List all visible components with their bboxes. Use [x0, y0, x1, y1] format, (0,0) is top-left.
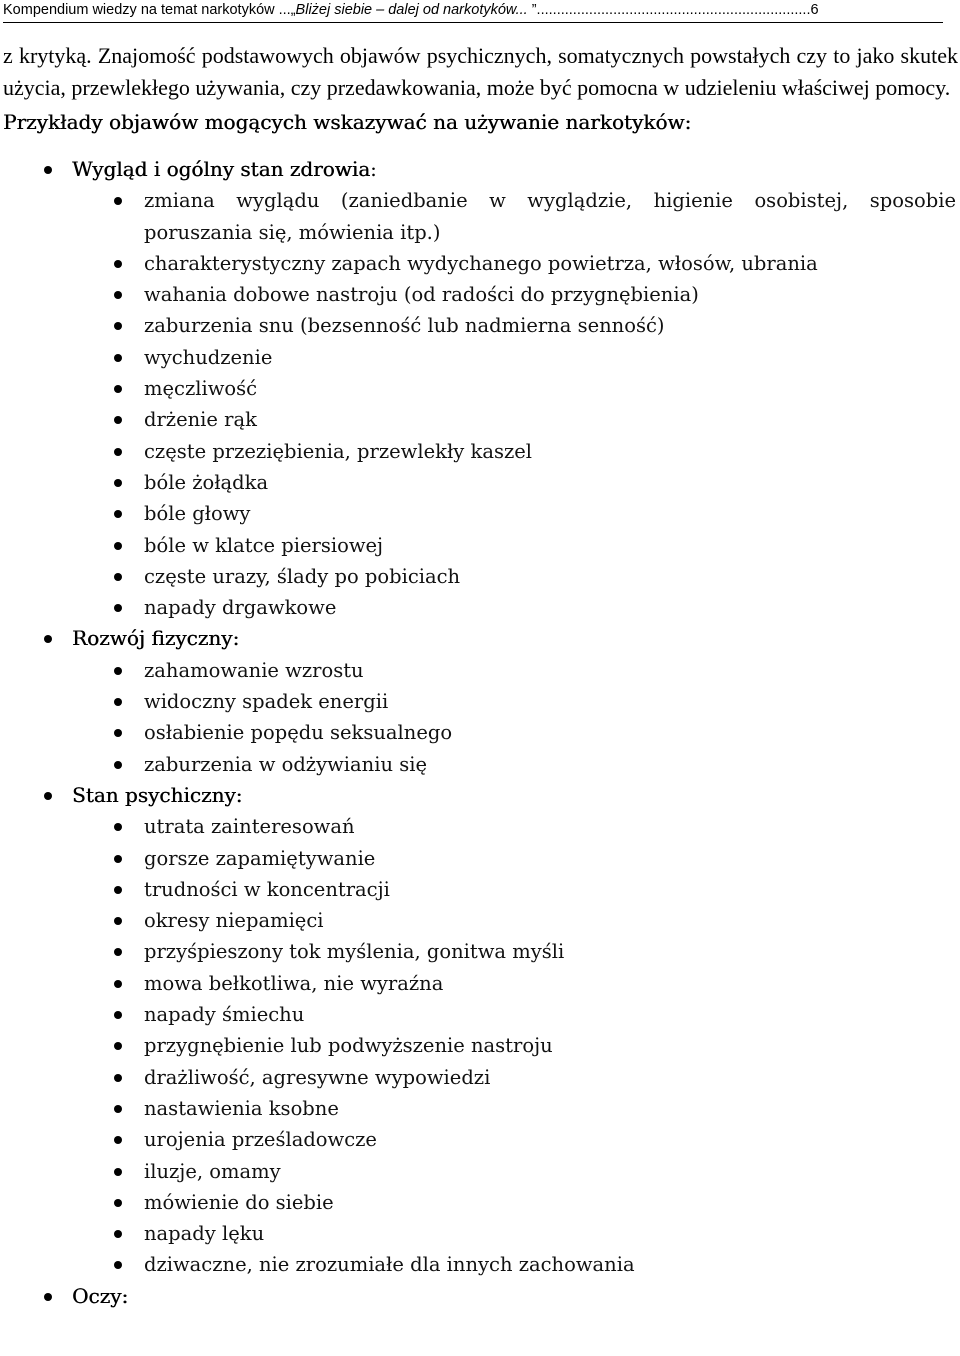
list-item-text: trudności w koncentracji [144, 877, 390, 901]
list-item [72, 811, 958, 842]
list-item [72, 404, 958, 435]
list-item-text: bóle w klatce piersiowej [144, 533, 384, 557]
list-item [72, 1062, 958, 1093]
list-item [72, 248, 958, 279]
bullet-icon [114, 886, 122, 894]
list-item-text: gorsze zapamiętywanie [144, 846, 376, 870]
list-item [72, 1156, 958, 1187]
category-title-text: Wygląd i ogólny stan zdrowia [72, 157, 371, 181]
bullet-icon [114, 354, 122, 362]
bullet-icon [114, 291, 122, 299]
list-item-text: męczliwość [144, 377, 258, 401]
bullet-icon [114, 1230, 122, 1238]
page-number: 6 [810, 2, 819, 18]
bullet-icon [114, 855, 122, 863]
list-item-text: dziwaczne, nie zrozumiałe dla innych zachowania [144, 1253, 635, 1277]
category-eyes [0, 1281, 958, 1312]
list-item-text: utrata zainteresowań [144, 815, 355, 839]
category-mental-state [0, 780, 958, 1281]
category-title-suffix: : [370, 157, 377, 181]
bullet-icon [114, 948, 122, 956]
list-item-text: napady śmiechu [144, 1003, 305, 1027]
category-title: Oczy: [72, 1283, 129, 1308]
bullet-icon [44, 166, 52, 174]
bullet-icon [44, 792, 52, 800]
list-item-text: iluzje, omamy [144, 1159, 281, 1183]
symptom-list [72, 811, 958, 1280]
list-item [72, 874, 958, 905]
bullet-icon [44, 635, 52, 643]
bullet-icon [114, 917, 122, 925]
bullet-icon [114, 542, 122, 550]
bullet-icon [114, 1168, 122, 1176]
page-header [3, 0, 943, 23]
bullet-icon [114, 604, 122, 612]
header-leader: ”.................................................................... [527, 2, 811, 18]
bullet-icon [114, 322, 122, 330]
bullet-icon [114, 1074, 122, 1082]
list-item-text: urojenia prześladowcze [144, 1128, 377, 1152]
symptom-categories [0, 154, 958, 1312]
bullet-icon [114, 698, 122, 706]
list-item [72, 1030, 958, 1061]
symptom-list [72, 655, 958, 780]
bullet-icon [114, 823, 122, 831]
bullet-icon [114, 479, 122, 487]
bullet-icon [114, 1136, 122, 1144]
list-item [72, 749, 958, 780]
list-item [72, 342, 958, 373]
bullet-icon [114, 1011, 122, 1019]
bullet-icon [114, 667, 122, 675]
list-item-text: zaburzenia w odżywianiu się [144, 752, 427, 776]
list-item-text: przygnębienie lub podwyższenie nastroju [144, 1034, 553, 1058]
section-heading: Przykłady objawów mogących wskazywać na używanie narkotyków: [3, 110, 692, 134]
list-item-text: napady lęku [144, 1222, 265, 1246]
list-item-text: napady drgawkowe [144, 596, 337, 620]
bullet-icon [114, 416, 122, 424]
list-item-text: mowa bełkotliwa, nie wyraźna [144, 971, 444, 995]
category-appearance [0, 154, 958, 623]
list-item-text: zahamowanie wzrostu [144, 658, 364, 682]
list-item-text: częste urazy, ślady po pobiciach [144, 564, 461, 588]
list-item-text: okresy niepamięci [144, 909, 324, 933]
bullet-icon [114, 197, 122, 205]
category-physical-development [0, 623, 958, 779]
list-item-text: drażliwość, agresywne wypowiedzi [144, 1065, 491, 1089]
category-title: Rozwój fizyczny: [72, 626, 240, 651]
bullet-icon [114, 385, 122, 393]
list-item [72, 1249, 958, 1280]
list-item [72, 561, 958, 592]
list-item [72, 530, 958, 561]
bullet-icon [114, 761, 122, 769]
symptom-list [72, 185, 958, 623]
list-item [72, 999, 958, 1030]
bullet-icon [114, 260, 122, 268]
bullet-icon [44, 1293, 52, 1301]
bullet-icon [114, 1199, 122, 1207]
list-item [72, 436, 958, 467]
category-title [72, 154, 958, 185]
bullet-icon [114, 448, 122, 456]
list-item [72, 310, 958, 341]
list-item [72, 1187, 958, 1218]
bullet-icon [114, 510, 122, 518]
list-item-text: nastawienia ksobne [144, 1096, 339, 1120]
list-item-text: częste przeziębienia, przewlekły kaszel [144, 439, 533, 463]
list-item-text: charakterystyczny zapach wydychanego powietrza, włosów, ubrania [144, 251, 818, 275]
bullet-icon [114, 1261, 122, 1269]
list-item [72, 1124, 958, 1155]
list-item [72, 905, 958, 936]
bullet-icon [114, 1042, 122, 1050]
list-item-text: wahania dobowe nastroju (od radości do przygnębienia) [144, 283, 699, 307]
header-subtitle: Bliżej siebie – dalej od narkotyków... [295, 2, 528, 18]
list-item [72, 279, 958, 310]
list-item [72, 185, 958, 248]
list-item [72, 968, 958, 999]
list-item [72, 717, 958, 748]
list-item [72, 655, 958, 686]
list-item [72, 1218, 958, 1249]
category-title: Stan psychiczny: [72, 782, 243, 807]
list-item-text: osłabienie popędu seksualnego [144, 721, 453, 745]
list-item [72, 686, 958, 717]
list-item-text: widoczny spadek energii [144, 690, 389, 714]
header-title: Kompendium wiedzy na temat narkotyków ...„ [3, 2, 296, 18]
bullet-icon [114, 1105, 122, 1113]
bullet-icon [114, 573, 122, 581]
list-item-text: wychudzenie [144, 345, 273, 369]
list-item [72, 498, 958, 529]
list-item-text: mówienie do siebie [144, 1190, 334, 1214]
list-item [72, 1093, 958, 1124]
intro-paragraph: z krytyką. Znajomość podstawowych objawów psychicznych, somatycznych powstałych czy to jako skutek użycia, przewlekłego używania, czy przedawkowania, może być pomocna w udzieleniu właściwej pomocy. [3, 43, 958, 100]
list-item-text: przyśpieszony tok myślenia, gonitwa myśli [144, 940, 565, 964]
list-item [72, 592, 958, 623]
page-body [0, 40, 958, 1312]
bullet-icon [114, 729, 122, 737]
list-item-text: drżenie rąk [144, 408, 257, 432]
list-item [72, 467, 958, 498]
list-item-text: zaburzenia snu (bezsenność lub nadmierna senność) [144, 314, 665, 338]
list-item [72, 843, 958, 874]
list-item [72, 936, 958, 967]
list-item-text: bóle żołądka [144, 470, 269, 494]
list-item-text: zmiana wyglądu (zaniedbanie w wyglądzie, higienie osobistej, sposobie poruszania się, mówienia itp.) [144, 189, 956, 244]
bullet-icon [114, 980, 122, 988]
list-item-text: bóle głowy [144, 502, 251, 526]
list-item [72, 373, 958, 404]
